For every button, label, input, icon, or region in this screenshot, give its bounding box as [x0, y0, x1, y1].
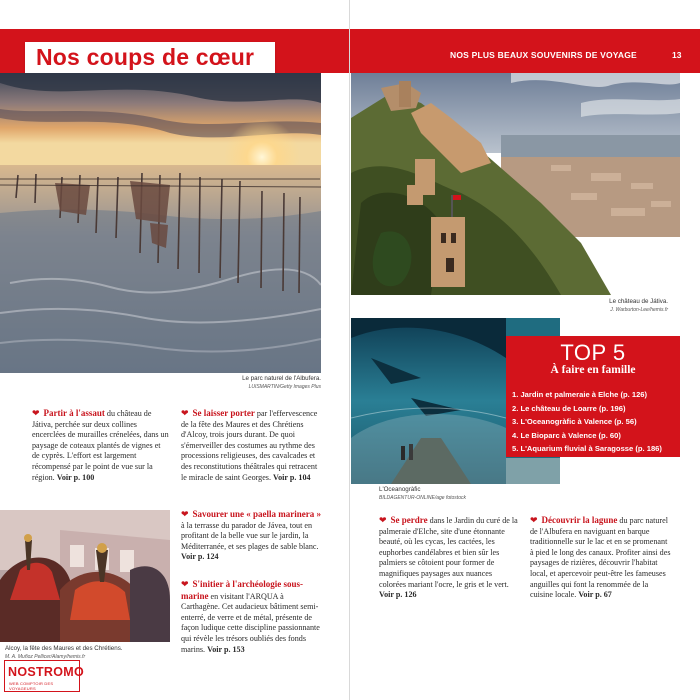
pick-lead: Découvrir la lagune [541, 515, 618, 525]
pick-ref: Voir p. 67 [578, 590, 612, 600]
pick-assaut [32, 408, 170, 483]
page-gutter [349, 0, 350, 700]
pick-body: du château de Játiva, perchée sur deux collines encerclées de murailles crénelées, dans un paysage de coteaux plantés de vignes et de cyprès. L'effort est largement récompensé par le point de vue sur la région. [32, 409, 169, 482]
pick-body: du parc naturel de l'Albufera en naviguant en barque traditionnelle sur le lac et en se promenant à pied le long des canaux. Profiter ainsi des paysages de rizières, découvrir l'habitat local, et apercevoir peut-être les fameuses anguilles qui font la renommée de la cuisine locale. [530, 516, 671, 600]
albufera-caption [180, 375, 321, 391]
xativa-credit: J. Warburton-Lee/hemis.fr [610, 307, 668, 313]
top5-item: 2. Le château de Loarre (p. 196) [512, 403, 626, 413]
oceanografic-photo [351, 318, 506, 484]
pick-lead: Se laisser porter [192, 408, 255, 418]
heart-icon: ❤ [32, 408, 40, 418]
pick-body: par l'effervescence de la fête des Maures et des Chrétiens d'Alcoy, trois jours durant. De quoi s'émerveiller des costumes au rythme des processions religieuses, des cavalcades et des reconstitutions théâtrales qui retracent le miracle de saint Georges. [181, 409, 318, 482]
running-title: NOS PLUS BEAUX SOUVENIRS DE VOYAGE [450, 50, 637, 60]
heart-icon: ❤ [181, 509, 189, 519]
top5-item: 5. L'Aquarium fluvial à Saragosse (p. 186) [512, 444, 662, 453]
albufera-credit: LUISMARTIN/Getty Images Plus [248, 384, 321, 390]
xativa-photo [351, 73, 680, 295]
heart-icon: ❤ [379, 515, 387, 525]
pick-paella [181, 509, 321, 563]
heart-icon: ❤ [181, 579, 189, 589]
pick-archeo [181, 579, 321, 655]
pick-ref: Voir p. 153 [207, 644, 245, 654]
pick-lead: S'initier à l'archéologie sous-marine [181, 579, 303, 601]
pick-lead: Se perdre [390, 515, 428, 525]
pick-body: dans le Jardin du curé de la palmeraie d'Elche, site d'une étonnante beauté, où les cycas, les cactées, les euphorbes candélabres et bien sûr les palmiers se côtoient pour former de magnifiques paysages aux nuances colorées mariant l'ocre, le gris et le vert. [379, 516, 518, 589]
top5-item: 4. Le Bioparc à Valence (p. 60) [512, 430, 621, 440]
heart-icon: ❤ [530, 515, 538, 525]
pick-ref: Voir p. 126 [379, 590, 417, 600]
section-title-box [25, 42, 275, 76]
top5-title: TOP 5 [560, 340, 626, 365]
albufera-photo [0, 73, 321, 373]
alcoy-credit: M. A. Muñoz Pellicer/Alamy/hemis.fr [5, 654, 86, 660]
alcoy-photo [0, 510, 170, 642]
oceanografic-caption-text: L'Oceanogràfic [379, 486, 421, 493]
oceanografic-caption [379, 486, 549, 502]
top5-subtitle: À faire en famille [550, 364, 636, 376]
albufera-caption-text: Le parc naturel de l'Albufera. [242, 375, 321, 382]
heart-icon: ❤ [181, 408, 189, 418]
xativa-caption-text: Le château de Játiva. [609, 298, 668, 305]
pick-perdre [379, 515, 521, 601]
top5-list [512, 388, 662, 456]
top5-item: 3. L'Oceanogràfic à Valence (p. 56) [512, 417, 637, 426]
top5-item: 1. Jardin et palmeraie à Elche (p. 126) [512, 390, 648, 399]
pick-body: en visitant l'ARQUA à Carthagène. Cet audacieux bâtiment semi-enterré, de verre et de métal, présente de façon ludique cette discipline passionnante qui révèle les trésors oubliés des fonds marins. [181, 591, 320, 654]
section-title: Nos coups de cœur [36, 44, 255, 70]
oceanografic-credit: BILDAGENTUR-ONLINE/age fotostock [379, 495, 466, 501]
pick-ref: Voir p. 100 [56, 472, 95, 482]
logo-name: NOSTROMO [8, 665, 85, 679]
pick-body: à la terrasse du parador de Jávea, tout en profitant de la belle vue sur le jardin, la Méditerranée, et ses plages de sable blanc. [181, 520, 319, 551]
pick-ref: Voir p. 104 [273, 472, 311, 482]
pick-lead: Savourer une « paella marinera » [192, 509, 321, 519]
alcoy-caption-text: Alcoy, la fête des Maures et des Chrétiens. [5, 645, 123, 652]
top5-box [506, 336, 680, 457]
pick-lagune [530, 515, 672, 601]
logo-tagline: WEB COMPTOIR DES VOYAGEURS [9, 681, 54, 691]
xativa-caption [520, 298, 668, 314]
alcoy-caption [5, 645, 185, 661]
pick-lead: Partir à l'assaut [43, 408, 105, 418]
page-number: 13 [672, 50, 682, 60]
pick-porter [181, 408, 321, 483]
nostromo-logo [4, 660, 85, 692]
pick-ref: Voir p. 124 [181, 552, 219, 562]
